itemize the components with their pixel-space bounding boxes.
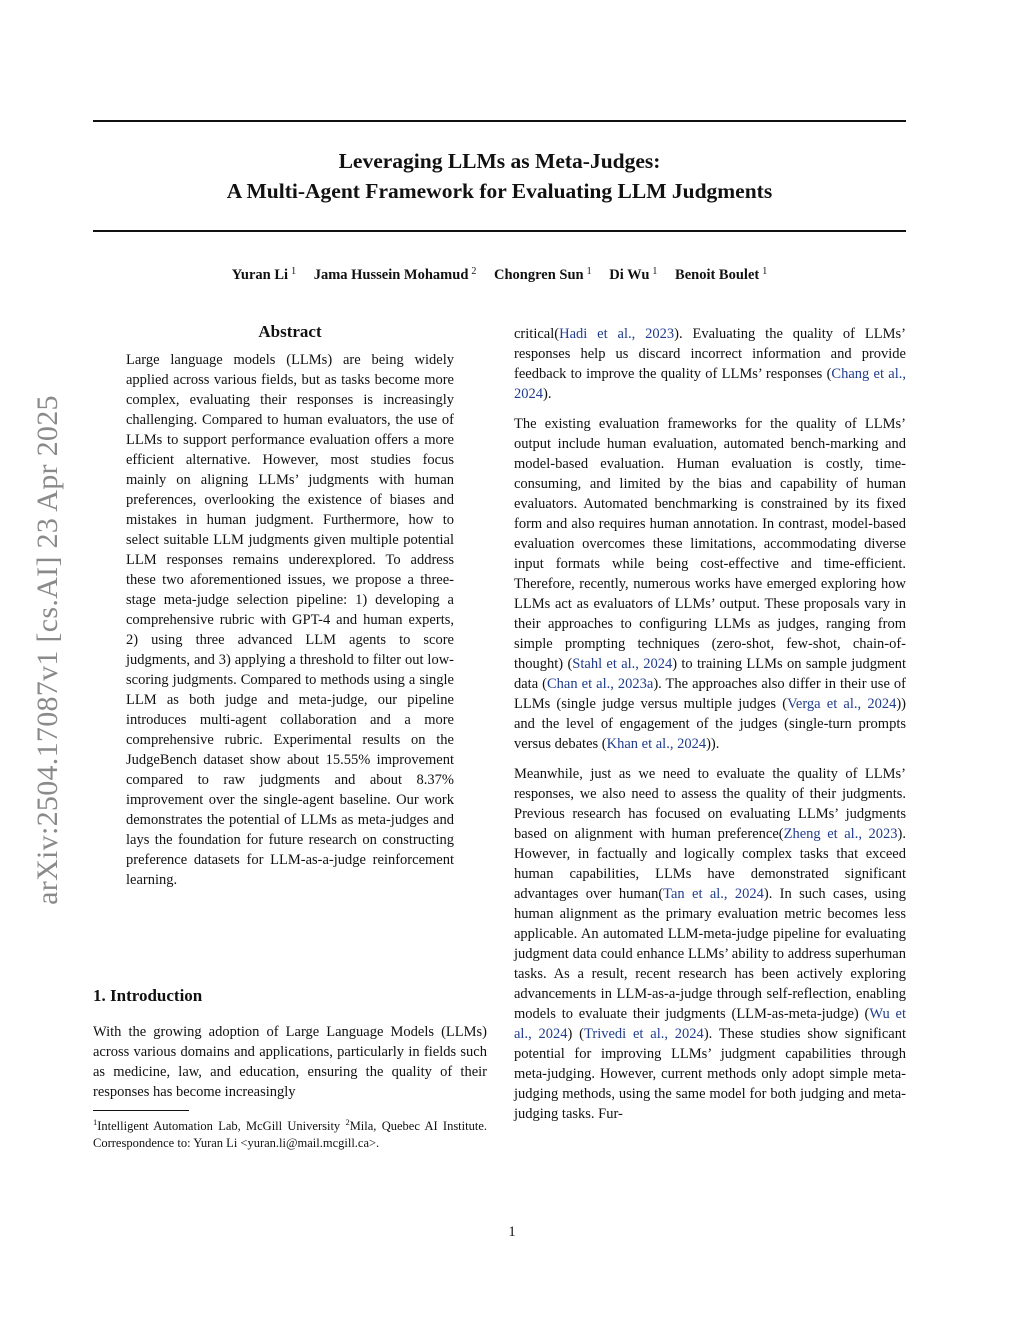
text: Meanwhile, just as we need to evaluate the quality of LLMs’ responses, we also need to assess the quality of their judgments. Previous research has focused on evaluating LLMs’ judgments based on alignment with human preference( <box>514 766 906 842</box>
paragraph <box>514 764 906 1124</box>
author <box>494 267 592 283</box>
citation-link[interactable]: Stahl et al., 2024 <box>572 656 673 672</box>
author-affiliation: 1 <box>291 266 297 277</box>
arxiv-stamp: arXiv:2504.17087v1 [cs.AI] 23 Apr 2025 <box>31 395 64 905</box>
author <box>314 267 477 283</box>
author-name: Di Wu <box>609 267 650 283</box>
author-affiliation: 1 <box>762 266 768 277</box>
author-affiliation: 2 <box>471 266 477 277</box>
citation-link[interactable]: Trivedi et al., 2024 <box>584 1026 704 1042</box>
author <box>609 267 657 283</box>
citation-link[interactable]: Verga et al., 2024 <box>787 696 897 712</box>
text: ). However, in factually and logically complex tasks that exceed human capabilities, LLMs have demonstrated significant advantages over human( <box>514 826 906 902</box>
text: ). Evaluating the quality of LLMs’ responses help us discard incorrect information and provide feedback to improve the quality of LLMs’ responses ( <box>514 326 906 382</box>
text: ). In such cases, using human alignment as the primary evaluation metric becomes less applicable. An automated LLM-meta-judge pipeline for evaluating judgment data could enhance LLMs’ ability to address superhuman tasks. As a result, recent research has been actively exploring advancements in LLM-as-a-judge through self-reflection, enabling models to evaluate their judgments (LLM-as-meta-judge) ( <box>514 886 906 1022</box>
page-number: 1 <box>508 1224 516 1240</box>
text: ). These studies show significant potential for improving LLMs’ judgment capabilities through meta-judging. However, current methods only adopt simple meta-judging methods, using the same model for both judging and meta-judging tasks. Fur- <box>514 1026 906 1122</box>
author-name: Chongren Sun <box>494 267 584 283</box>
text: ). <box>543 386 552 402</box>
text: )) and the level of engagement of the judges (single-turn prompts versus debates ( <box>514 696 906 752</box>
citation-link[interactable]: Tan et al., 2024 <box>663 886 764 902</box>
introduction-body: With the growing adoption of Large Language Models (LLMs) across various domains and applications, particularly in fields such as medicine, law, and education, ensuring the quality of their responses has become increasingly <box>93 1024 487 1100</box>
text: )). <box>706 736 720 752</box>
title-rule-top <box>93 120 906 122</box>
text: The existing evaluation frameworks for the quality of LLMs’ output include human evaluation, automated bench-marking and model-based evaluation. Human evaluation is costly, time-consuming, and limited by the bias and capability of human evaluators. Automated benchmarking is constrained by its fixed form and also requires human annotation. In contrast, model-based evaluation overcomes these limitations, accommodating diverse input formats while being cost-effective and time-efficient. Therefore, recently, numerous works have emerged exploring how LLMs act as evaluators of LLMs’ output. These proposals vary in their approaches to configuring LLMs as judges, ranging from simple prompting techniques (zero-shot, few-shot, chain-of-thought) ( <box>514 416 906 672</box>
text: ). The approaches also differ in their use of LLMs (single judge versus multiple judges ( <box>514 676 906 712</box>
author-name: Jama Hussein Mohamud <box>313 267 469 283</box>
title-line-1: Leveraging LLMs as Meta-Judges: <box>338 149 661 173</box>
paragraph <box>514 414 906 754</box>
author-affiliation: 1 <box>586 266 592 277</box>
author-name: Benoit Boulet <box>675 267 760 283</box>
right-column <box>514 324 906 1134</box>
text: critical( <box>514 326 560 342</box>
citation-link[interactable]: Chan et al., 2023a <box>547 676 654 692</box>
citation-link[interactable]: Khan et al., 2024 <box>606 736 707 752</box>
footnote-rule <box>93 1110 189 1111</box>
footnote-marker-1: 1 <box>93 1117 98 1127</box>
citation-link[interactable]: Hadi et al., 2023 <box>559 326 675 342</box>
text: ) ( <box>567 1026 585 1042</box>
title-line-2: A Multi-Agent Framework for Evaluating LLM Judgments <box>226 179 773 203</box>
footnote-affiliation-1: Intelligent Automation Lab, McGill University <box>97 1119 346 1134</box>
footnote <box>93 1114 487 1152</box>
author <box>232 267 296 283</box>
author-list <box>93 266 906 284</box>
author <box>675 267 767 283</box>
author-affiliation: 1 <box>652 266 658 277</box>
citation-link[interactable]: Chang et al., 2024 <box>514 366 906 402</box>
abstract-body: Large language models (LLMs) are being widely applied across various fields, but as tasks become more complex, evaluating their responses is increasingly challenging. Compared to human evaluators, the use of LLMs to support performance evaluation offers a more efficient alternative. However, most studies focus mainly on aligning LLMs’ judgments with human preferences, overlooking the existence of biases and mistakes in human judgment. Furthermore, how to select suitable LLM judgments given multiple potential LLM responses remains underexplored. To address these two aforementioned issues, we propose a three-stage meta-judge selection pipeline: 1) developing a comprehensive rubric with GPT-4 and human experts, 2) using three advanced LLM agents to score judgments, and 3) applying a threshold to filter out low-scoring judgments. Compared to methods using a single LLM as both judge and meta-judge, our pipeline introduces multi-agent collaboration and a more comprehensive rubric. Experimental results on the JudgeBench dataset show about 15.55% improvement compared to raw judgments and about 8.37% improvement over the single-agent baseline. Our work demonstrates the potential of LLMs as meta-judges and lays the foundation for future research on constructing preference datasets for LLM-as-a-judge reinforcement learning. <box>126 352 454 888</box>
paragraph <box>514 324 906 404</box>
title-rule-bottom <box>93 230 906 232</box>
left-column <box>93 320 487 890</box>
author-name: Yuran Li <box>231 267 289 283</box>
footnote-affiliation-2: Mila, Quebec AI Institute. Correspondence to: Yuran Li <yuran.li@mail.mcgill.ca>. <box>93 1119 487 1151</box>
text: ) to training LLMs on sample judgment data ( <box>514 656 906 692</box>
citation-link[interactable]: Zheng et al., 2023 <box>783 826 898 842</box>
introduction-heading: 1. Introduction <box>93 986 203 1005</box>
citation-link[interactable]: Wu et al., 2024 <box>514 1006 906 1042</box>
abstract-heading: Abstract <box>258 322 322 341</box>
paper-title <box>93 146 906 206</box>
footnote-marker-2: 2 <box>345 1117 350 1127</box>
